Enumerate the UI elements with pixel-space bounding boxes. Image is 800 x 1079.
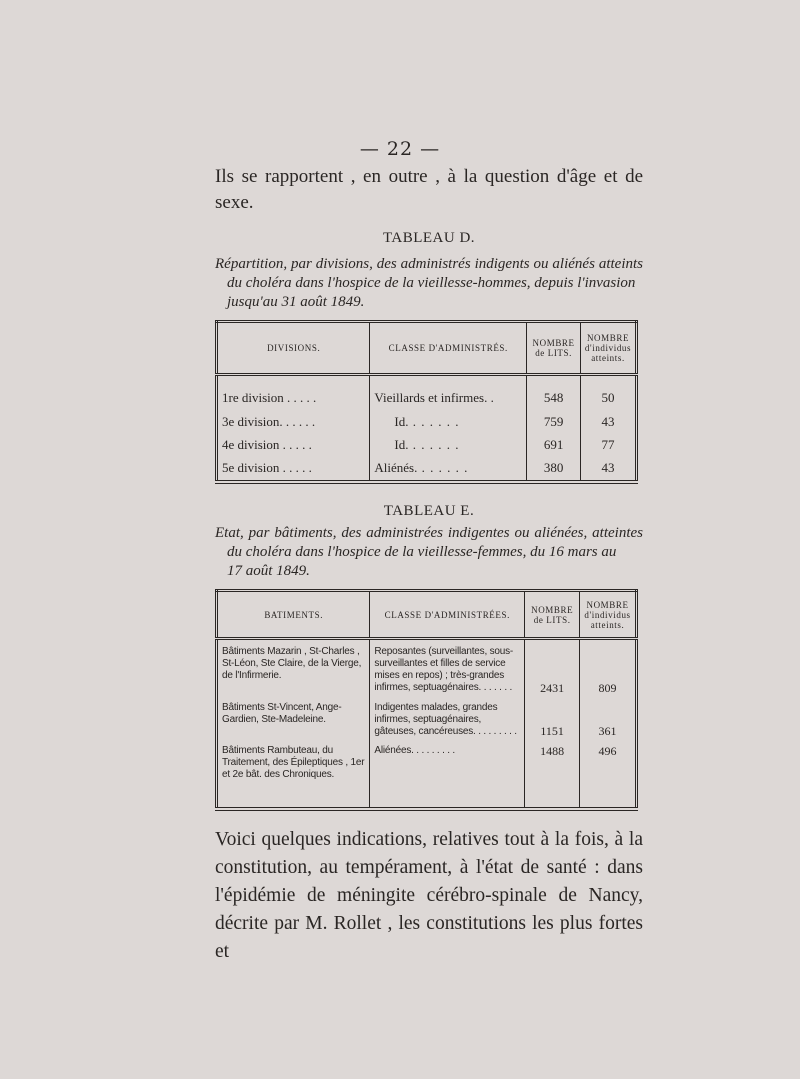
page-number: — 22 — [359, 138, 441, 160]
header-batiments: BATIMENTS. [217, 591, 370, 639]
cell-lits: 380 [527, 457, 581, 482]
header-classe: CLASSE D'ADMINISTRÉES. [370, 591, 525, 639]
cell-atteints: 50 [601, 389, 615, 405]
table-row [217, 639, 637, 696]
cell-classe: Aliénées. . . . . . . . . [370, 739, 525, 809]
cell-division: 4e division . . . . . [217, 433, 370, 456]
table-row [217, 410, 637, 433]
header-divisions: DIVISIONS. [217, 322, 370, 375]
intro-paragraph: Ils se rapportent , en outre , à la question d'âge et de sexe. [215, 166, 643, 213]
table-row [217, 739, 637, 809]
table-row [217, 457, 637, 482]
cell-classe [370, 410, 527, 433]
header-lits: NOMBRE de LITS. [525, 591, 580, 639]
header-individus: NOMBRE d'individus atteints. [581, 322, 637, 375]
caption-line: jusqu'au 31 août 1849. [227, 294, 365, 310]
cell-lits: 1151 [525, 696, 580, 739]
cell-batiments: Bâtiments St-Vincent, Ange-Gardien, Ste-Madeleine. [217, 696, 370, 739]
header-classe: CLASSE D'ADMINISTRÉS. [370, 322, 527, 375]
table-row [217, 433, 637, 456]
tableau-e-table [215, 589, 638, 811]
tableau-e-caption [215, 524, 643, 581]
cell-atteints: 809 [598, 680, 617, 695]
caption-line: du choléra dans l'hospice de la vieillesse-hommes, depuis l'invasion [227, 275, 636, 291]
tableau-d-table [215, 320, 638, 484]
classe-text: Id. [394, 436, 409, 452]
cell-lits: 759 [527, 410, 581, 433]
cell-batiments: Bâtiments Mazarin , St-Charles , St-Léon, Ste Claire, de la Vierge, de l'Infirmerie. [217, 639, 370, 696]
cell-batiments: Bâtiments Rambuteau, du Traitement, des Épileptiques , 1er et 2e bât. des Chroniques. [217, 739, 370, 809]
table-row [217, 696, 637, 739]
cell-division: 5e division . . . . . [217, 457, 370, 482]
header-individus: NOMBRE d'individus atteints. [580, 591, 637, 639]
leader-dots [417, 460, 468, 475]
cell-lits: 548 [527, 374, 581, 409]
caption-line: Etat, par bâtiments, des administrées indigentes ou aliénées, atteintes [215, 525, 643, 541]
cell-classe: Vieillards et infirmes. . [370, 374, 527, 409]
cell-classe [370, 433, 527, 456]
cell-classe: Reposantes (surveillantes, sous-surveillantes et filles de service mises en repos) ; très-grandes infirmes, septuagénaires. . . . . . . [370, 639, 525, 696]
cell-lits: 2431 [525, 639, 580, 696]
cell-atteints: 43 [601, 413, 615, 429]
tableau-d-title: TABLEAU D. [382, 230, 476, 246]
cell-division: 1re division . . . . . [217, 374, 370, 409]
cell-atteints: 43 [601, 460, 615, 476]
tableau-d-caption [215, 255, 643, 312]
cell-division: 3e division. . . . . . [217, 410, 370, 433]
caption-line: 17 août 1849. [227, 563, 310, 579]
table-row [217, 374, 637, 409]
caption-line: Répartition, par divisions, des administrés indigents ou aliénés atteints [215, 256, 643, 272]
cell-classe [370, 457, 527, 482]
classe-text: Id. [394, 413, 409, 429]
cell-classe: Indigentes malades, grandes infirmes, septuagénaires, gâteuses, cancéreuses. . . . . . . . . [370, 696, 525, 739]
leader-dots [408, 437, 459, 452]
classe-text: Aliénés. [374, 460, 418, 476]
cell-lits: 1488 [525, 739, 580, 809]
leader-dots [408, 414, 459, 429]
cell-atteints: 77 [601, 436, 615, 452]
closing-paragraph: Voici quelques indications, relatives tout à la fois, à la constitution, au tempérament, à l'état de santé : dans l'épidémie de méningite cérébro-spinale de Nancy, décrite par M. Rollet , les constitutions les plus fortes et [215, 829, 643, 962]
cell-atteints: 361 [598, 724, 617, 738]
caption-line: du choléra dans l'hospice de la vieillesse-femmes, du 16 mars au [227, 544, 617, 560]
tableau-e-title: TABLEAU E. [383, 503, 475, 519]
cell-atteints: 496 [598, 744, 617, 758]
cell-lits: 691 [527, 433, 581, 456]
header-lits: NOMBRE de LITS. [527, 322, 581, 375]
